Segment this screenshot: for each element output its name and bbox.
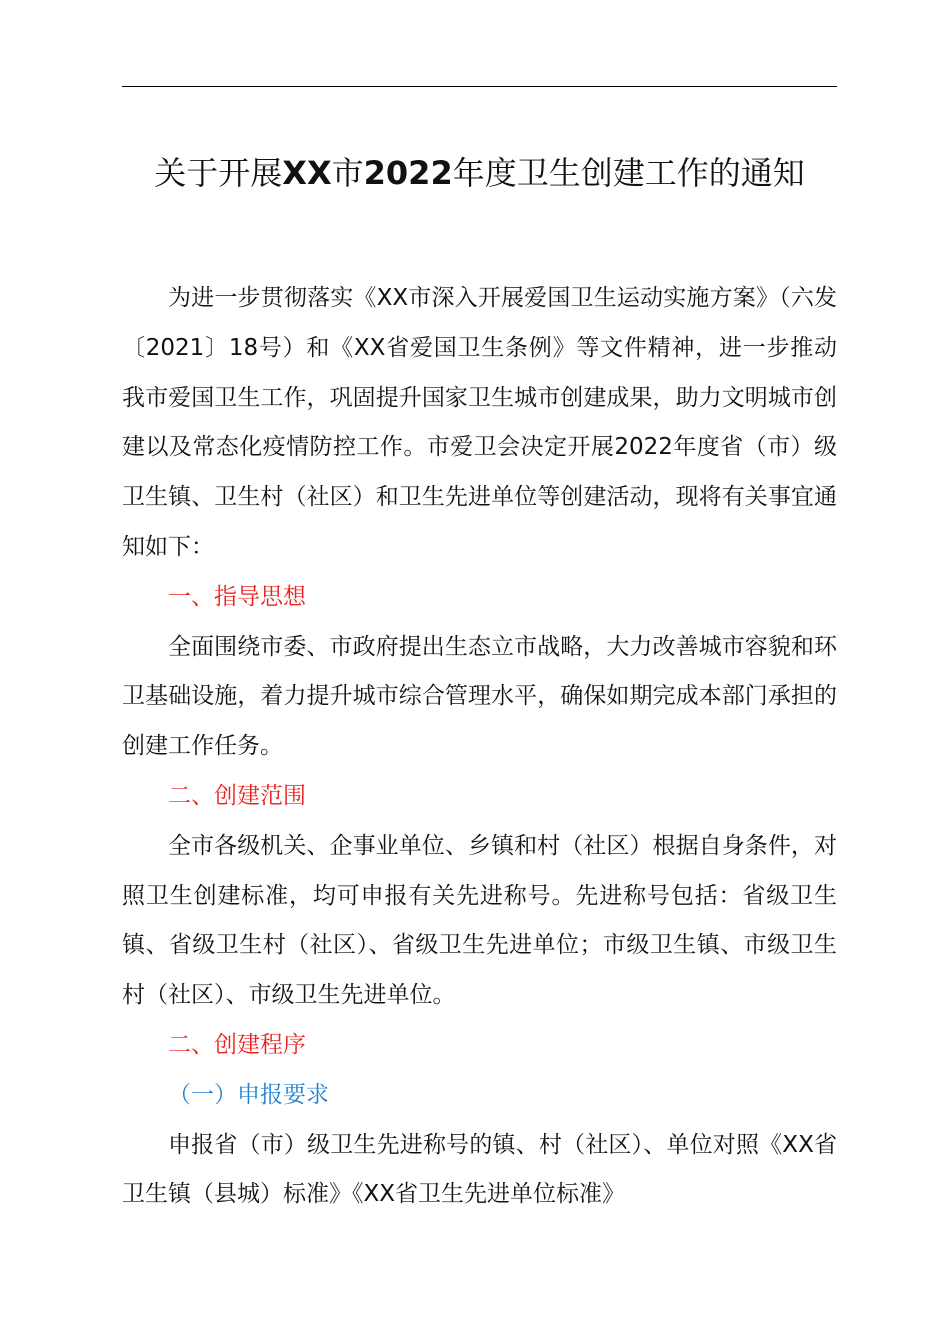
section-body-scope: 全市各级机关、企事业单位、乡镇和村（社区）根据自身条件，对照卫生创建标准，均可申报有关先进称号。先进称号包括：省级卫生镇、省级卫生村（社区）、省级卫生先进单位；市级卫生镇、市级卫生村（社区）、市级卫生先进单位。 — [122, 832, 837, 1009]
document-title: 关于开展XX市2022年度卫生创建工作的通知 — [154, 154, 805, 192]
subsection-heading-requirements: （一）申报要求 — [168, 1081, 329, 1108]
header-rule — [122, 86, 837, 87]
section-heading-scope: 二、创建范围 — [168, 782, 306, 809]
section-body-guiding-thought: 全面围绕市委、市政府提出生态立市战略，大力改善城市容貌和环卫基础设施，着力提升城市综合管理水平，确保如期完成本部门承担的创建工作任务。 — [122, 633, 837, 760]
section-body-requirements: 申报省（市）级卫生先进称号的镇、村（社区）、单位对照《XX省卫生镇（县城）标准》《XX省卫生先进单位标准》 — [122, 1131, 837, 1208]
document-body — [122, 274, 837, 1220]
section-heading-procedure: 二、创建程序 — [168, 1031, 306, 1058]
section-heading-guiding-thought: 一、指导思想 — [168, 583, 306, 610]
intro-paragraph: 为进一步贯彻落实《XX市深入开展爱国卫生运动实施方案》（六发〔2021〕18号）和《XX省爱国卫生条例》等文件精神，进一步推动我市爱国卫生工作，巩固提升国家卫生城市创建成果，助力文明城市创建以及常态化疫情防控工作。市爱卫会决定开展2022年度省（市）级卫生镇、卫生村（社区）和卫生先进单位等创建活动，现将有关事宜通知如下： — [122, 285, 837, 560]
